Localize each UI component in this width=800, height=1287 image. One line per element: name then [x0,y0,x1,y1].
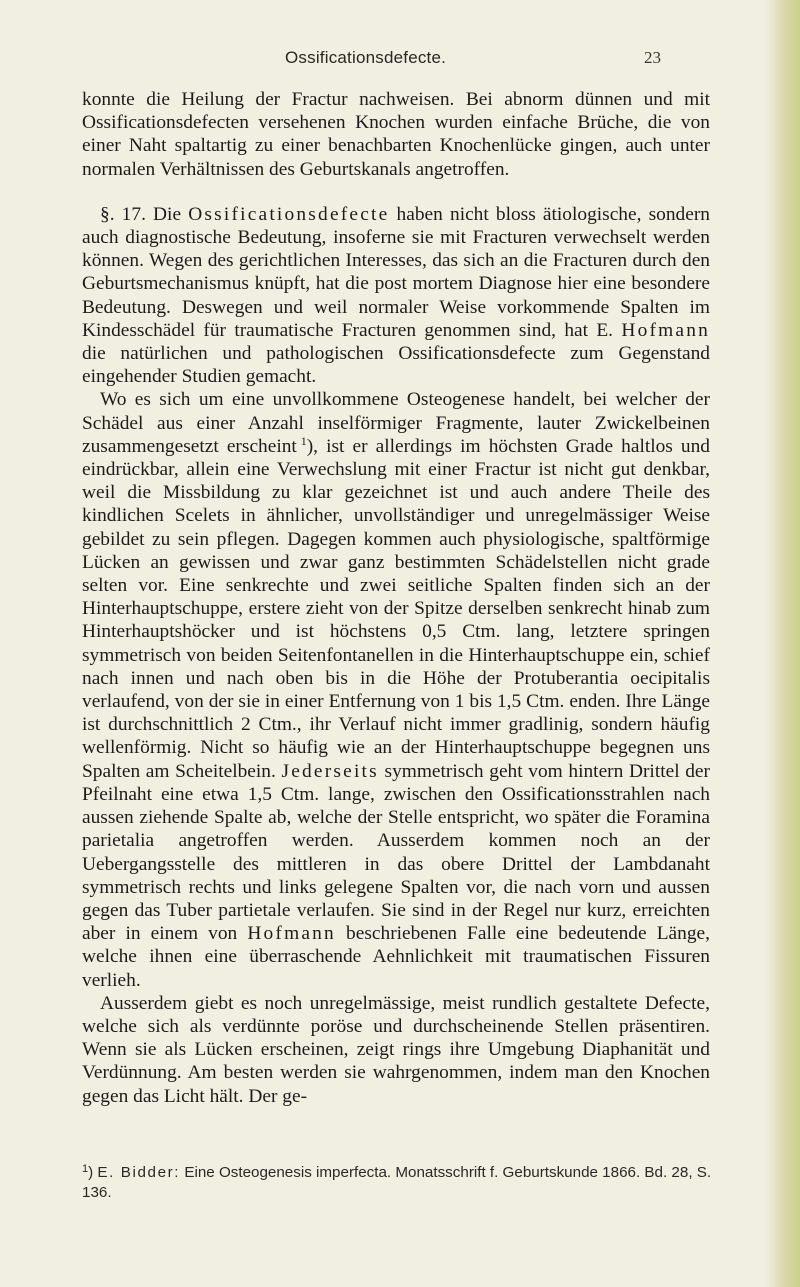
paragraph-3-author-name: Hofmann [247,923,336,945]
paragraph-2-text-c: die natürlichen und pathologischen Ossificationsdefecte zum Gegenstand eingehender Studien gemacht. [82,343,710,388]
footnote-mark: 1 [82,1163,89,1175]
paragraph-4-text: Ausserdem giebt es noch unregelmässige, meist rundlich gestaltete Defecte, welche sich als verdünnte poröse und durchscheinende Stellen präsentiren. Wenn sie als Lücken erscheinen, zeigt rings ihre Umgebung Diaphanität und Verdünnung. Am besten werden sie wahrgenommen, indem man den Knochen gegen das Licht hält. Der ge- [82,992,710,1107]
paragraph-3-text-b: ), ist er allerdings im höchsten Grade haltlos und eindrückbar, allein eine Verwechslung mit einer Fractur ist nicht gut denkbar, weil die Missbildung zu klar gezeichnet ist und auch andere Theile des kindlichen Scelets in ähnlicher, unvollständiger und unregelmässiger Weise gebildet zu sein pflegen. Dagegen kommen auch physiologische, spaltförmige Lücken an gewissen und zwar ganz bestimmten Schädelstellen nicht grade selten vor. Eine senkrechte und zwei seitliche Spalten finden sich an der Hinterhauptschuppe, erstere zieht von der Spitze derselben senkrecht hinab zum Hinterhauptshöcker und ist höchstens 0,5 Ctm. lang, letztere springen symmetrisch von beiden Seitenfontanellen in die Hinterhauptschuppe ein, schief nach innen und nach oben bis in die Höhe der Protuberantia oecipitalis verlaufend, von der sie in einer Entfernung von 1 bis 1,5 Ctm. enden. Ihre Länge ist durchschnittlich 2 Ctm., ihr Verlauf nicht immer gradlinig, sondern häufig wellenförmig. Nicht so häufig wie an der Hinterhauptschuppe begegnen uns Spalten am Scheitelbein. [82,435,711,782]
footnote: $^1$) E. Bidder: Eine Osteogenesis imperfecta. Monatsschrift f. Geburtskunde 1866. Bd. 28, S. 136. [82,1163,712,1201]
paragraph-3-spaced-term: Jederseits [281,760,379,782]
page-number: 23 [644,48,661,67]
paragraph-2-author-name: Hofmann [621,319,710,341]
body-text [82,88,710,1108]
page-edge [766,0,800,1287]
paragraph-2 [82,203,710,389]
paragraph-1 [82,88,710,181]
paragraph-3-text-a: Wo es sich um eine unvollkommene Osteogenese handelt, bei welcher der Schädel aus einer Anzahl inselförmiger Fragmente, lauter Zwickelbeinen zusammengesetzt erscheint [82,389,710,457]
footnote-reference: 1 [300,433,307,448]
paragraph-1-text: konnte die Heilung der Fractur nachweisen. Bei abnorm dünnen und mit Ossificationsdefecten versehenen Knochen wurden einfache Brüche, die von einer Naht spaltartig zu einer benachbarten Knochenlücke gingen, auch unter normalen Verhältnissen des Geburtskanals angetroffen. [82,89,710,180]
running-head: Ossificationsdefecte. [285,48,447,67]
paragraph-3-text-c: symmetrisch geht vom hintern Drittel der Pfeilnaht eine etwa 1,5 Ctm. lange, zwischen den Ossificationsstrahlen nach aussen ziehende Spalte ab, welche der Stelle entspricht, wo später die Foramina parietalia angetroffen werden. Ausserdem kommen noch an der Uebergangsstelle des mittleren in das obere Drittel der Lambdanaht symmetrisch rechts und links gelegene Spalten vor, die nach vorn und aussen gegen das Tuber partietale verlaufen. Sie sind in der Regel nur kurz, erreichten aber in einem von [82,760,710,945]
paragraph-2-text-b: haben nicht bloss ätiologische, sondern auch diagnostische Bedeutung, insoferne sie mit Fracturen verwechselt werden können. Wegen des gerichtlichen Interesses, das sich an die Fracturen durch den Geburtsmechanismus knüpft, hat die post mortem Diagnose hier eine besondere Bedeutung. Deswegen und weil normaler Weise vorkommende Spalten im Kindesschädel für traumatische Fracturen genommen sind, hat E. [82,203,710,341]
paragraph-3 [82,388,710,991]
paragraph-4 [82,992,710,1108]
paragraph-2-spaced-term: Ossificationsdefecte [188,203,390,225]
paragraph-2-text-a: §. 17. Die [100,203,189,225]
paragraph-3-text-d: beschriebenen Falle eine bedeutende Länge, welche ihnen eine überraschende Aehnlichkeit mit traumatischen Fissuren verlieh. [82,923,710,991]
footnote-text: Eine Osteogenesis imperfecta. Monatsschrift f. Geburtskunde 1866. Bd. 28, S. 136. [82,1164,712,1201]
footnote-author: E. Bidder: [97,1164,181,1181]
